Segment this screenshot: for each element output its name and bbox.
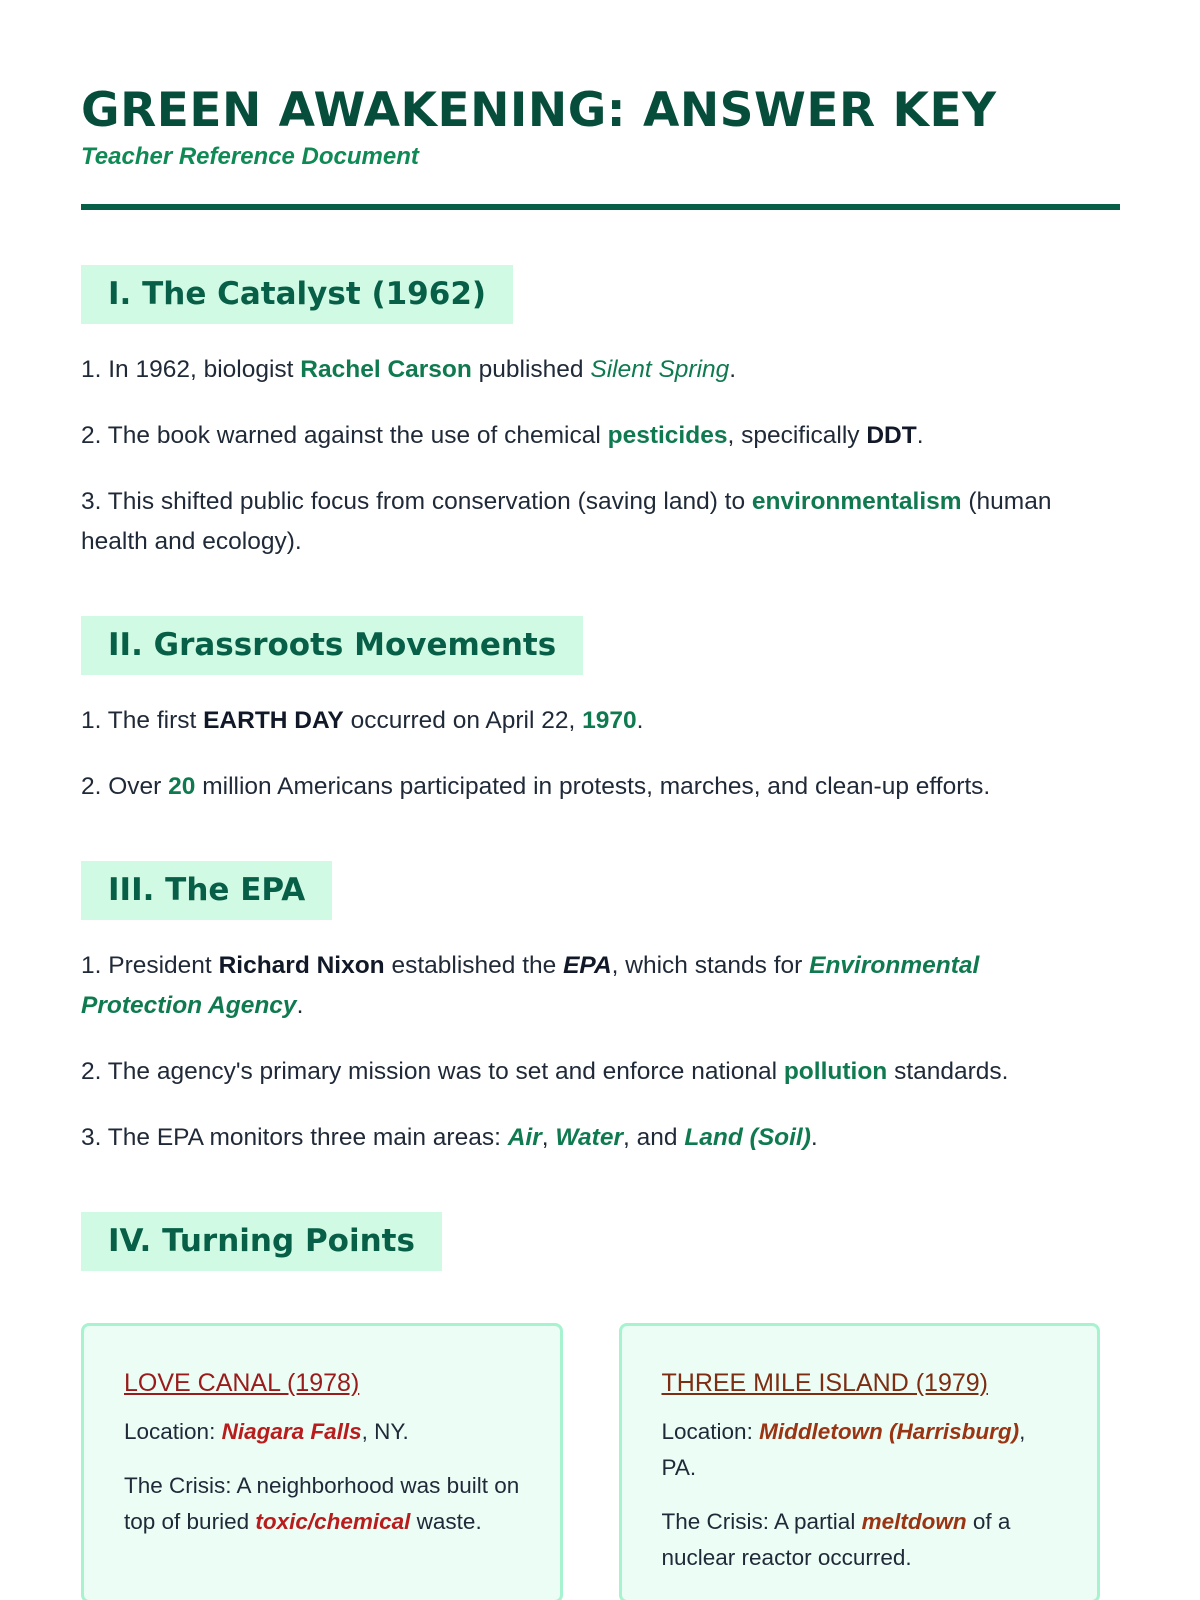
term-richard-nixon: Richard Nixon bbox=[218, 952, 385, 979]
answer-environmental-protection-agency: Environmental Protection Agency bbox=[81, 952, 980, 1019]
epa-item-3: 3. The EPA monitors three main areas: Air, Water, and Land (Soil). bbox=[81, 1124, 818, 1151]
turning-point-cards bbox=[81, 1323, 1100, 1600]
document-title: GREEN AWAKENING: ANSWER KEY bbox=[81, 83, 997, 138]
epa-item-2: 2. The agency's primary mission was to set and enforce national pollution standards. bbox=[81, 1058, 1009, 1085]
term-earth-day: EARTH DAY bbox=[203, 707, 344, 734]
card-title: LOVE CANAL (1978) bbox=[124, 1369, 360, 1397]
term-epa: EPA bbox=[563, 952, 612, 979]
card-three-mile-island bbox=[619, 1323, 1101, 1600]
answer-environmentalism: environmentalism bbox=[751, 488, 962, 515]
epa-item-1: 1. President Richard Nixon established the EPA, which stands for Environmental Protection Agency. bbox=[81, 952, 980, 1019]
section-heading-grassroots: II. Grassroots Movements bbox=[81, 616, 583, 675]
answer-pollution: pollution bbox=[783, 1058, 888, 1085]
answer-middletown: Middletown (Harrisburg) bbox=[759, 1419, 1020, 1444]
answer-rachel-carson: Rachel Carson bbox=[300, 356, 472, 383]
card-crisis: The Crisis: A neighborhood was built on top of buried toxic/chemical waste. bbox=[124, 1473, 520, 1534]
answer-air: Air bbox=[507, 1124, 542, 1151]
answer-silent-spring: Silent Spring bbox=[590, 356, 730, 383]
answer-meltdown: meltdown bbox=[861, 1509, 967, 1534]
answer-1970: 1970 bbox=[582, 707, 637, 734]
answer-water: Water bbox=[555, 1124, 624, 1151]
card-crisis: The Crisis: A partial meltdown of a nuclear reactor occurred. bbox=[661, 1509, 1011, 1570]
answer-toxic-chemical: toxic/chemical bbox=[255, 1509, 411, 1534]
catalyst-item-2: 2. The book warned against the use of chemical pesticides, specifically DDT. bbox=[81, 422, 924, 449]
card-love-canal bbox=[81, 1323, 563, 1600]
grassroots-item-1: 1. The first EARTH DAY occurred on April 22, 1970. bbox=[81, 707, 644, 734]
card-location: Location: Middletown (Harrisburg), PA. bbox=[661, 1419, 1026, 1480]
answer-20: 20 bbox=[168, 773, 196, 800]
document-subtitle: Teacher Reference Document bbox=[81, 143, 419, 170]
grassroots-item-2: 2. Over 20 million Americans participated in protests, marches, and clean-up efforts. bbox=[81, 773, 991, 800]
term-ddt: DDT bbox=[866, 422, 917, 449]
answer-pesticides: pesticides bbox=[607, 422, 728, 449]
section-heading-turning-points: IV. Turning Points bbox=[81, 1212, 442, 1271]
card-title: THREE MILE ISLAND (1979) bbox=[661, 1369, 988, 1397]
catalyst-item-3: 3. This shifted public focus from conservation (saving land) to environmentalism (human health and ecology). bbox=[81, 488, 1052, 555]
answer-land-soil: Land (Soil) bbox=[684, 1124, 811, 1151]
section-heading-catalyst: I. The Catalyst (1962) bbox=[81, 265, 513, 324]
answer-niagara-falls: Niagara Falls bbox=[221, 1419, 362, 1444]
catalyst-item-1: 1. In 1962, biologist Rachel Carson published Silent Spring. bbox=[81, 356, 737, 383]
section-heading-epa: III. The EPA bbox=[81, 861, 332, 920]
card-location: Location: Niagara Falls, NY. bbox=[124, 1419, 409, 1444]
header-divider bbox=[81, 204, 1120, 210]
